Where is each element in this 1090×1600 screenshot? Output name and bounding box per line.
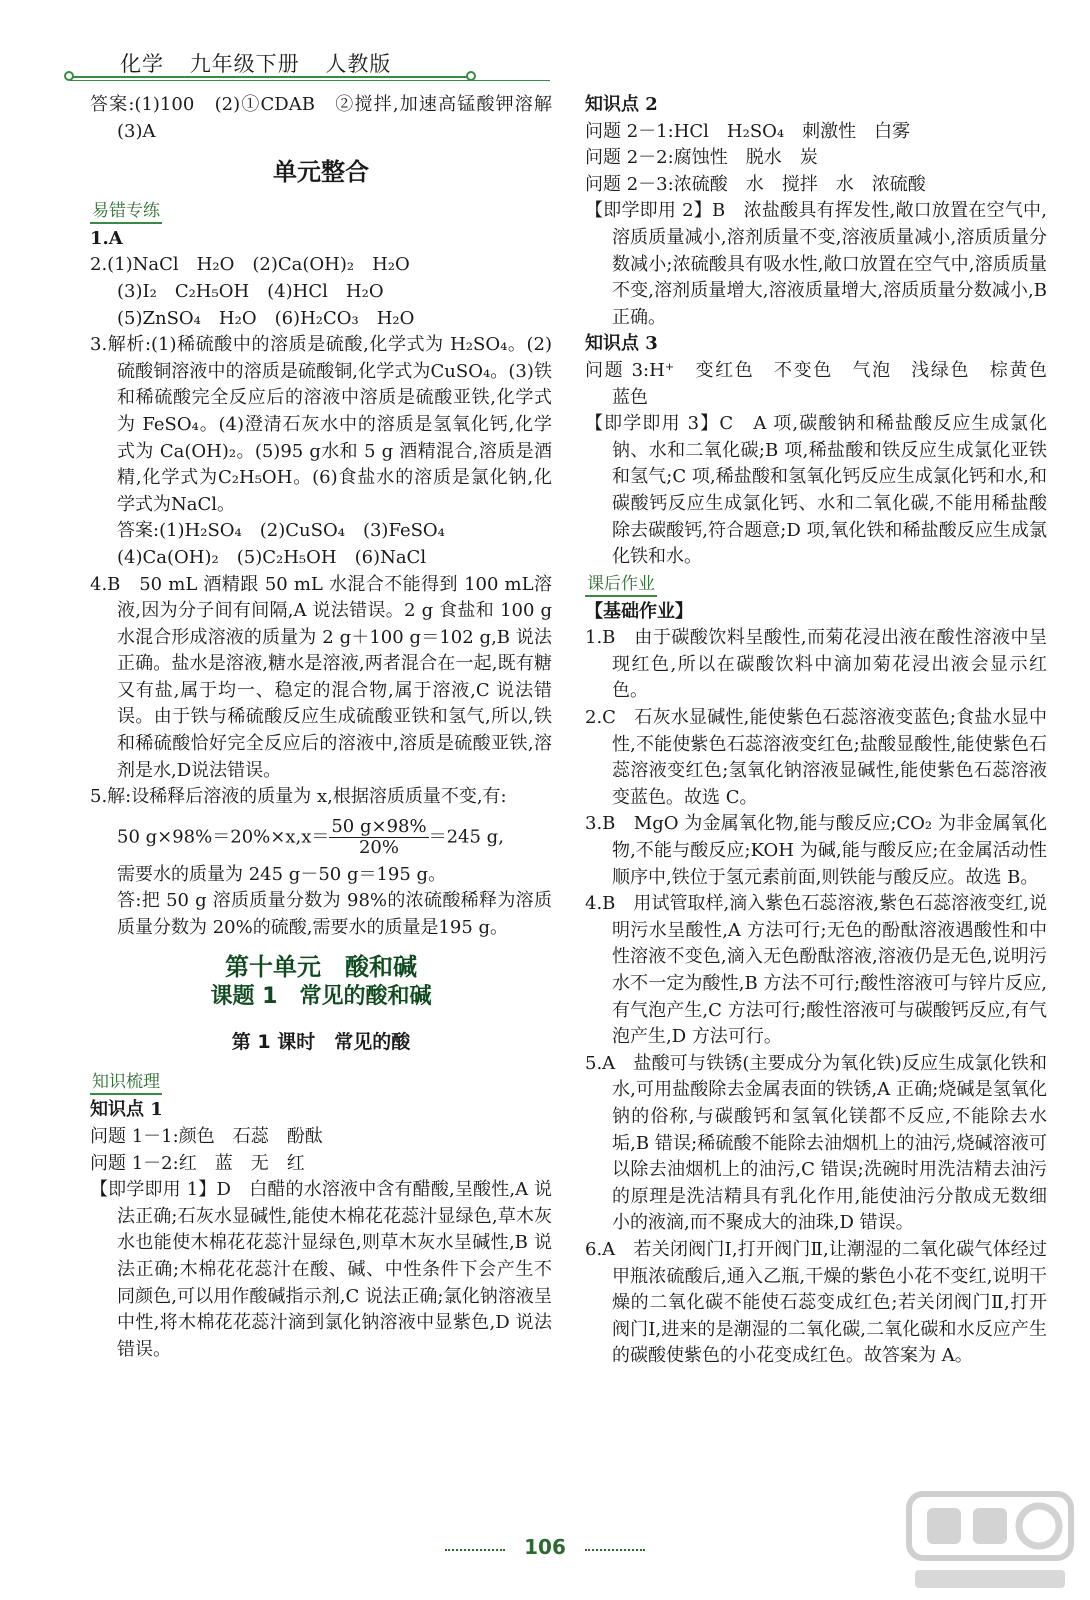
homework-item: 2.C 石灰水显碱性,能使紫色石蕊溶液变蓝色;食盐水显中性,不能使紫色石蕊溶液变红色;盐酸显酸性,能使紫色石蕊溶液变红色;氢氧化钠溶液显碱性,能使紫色石蕊溶液变蓝色。故选 C。 [585, 707, 1047, 808]
header-rule [70, 76, 470, 78]
practice-paragraph: 【即学即用 1】D 白醋的水溶液中含有醋酸,呈酸性,A 说法正确;石灰水显碱性,能使木棉花花蕊汁显绿色,草木灰水也能使木棉花花蕊汁显绿色,则草木灰水呈碱性,B 说法正确;木棉花花蕊汁在酸、碱、中性条件下会产生不同颜色,可以用作酸碱指示剂,C 说法正确;氯化钠溶液呈中性,将木棉花花蕊汁滴到氯化钠溶液中显紫色,D 说法错误。 [90, 1179, 552, 1360]
running-header [120, 48, 391, 78]
unit-title: 第十单元 酸和碱 [225, 952, 417, 981]
left-column [90, 92, 570, 1363]
knowledge-point: 知识点 2 [585, 94, 658, 115]
answer-item: 2.(1)NaCl H₂O (2)Ca(OH)₂ H₂O [90, 254, 410, 276]
knowledge-point: 知识点 1 [90, 1099, 163, 1121]
section-title: 单元整合 [273, 158, 369, 187]
header-edition: 人教版 [325, 52, 392, 76]
solution-paragraph: 5.解:设稀释后溶液的质量为 x,根据溶质质量不变,有: [90, 786, 507, 808]
question-line: 问题 2－3:浓硫酸 水 搅拌 水 浓硫酸 [585, 173, 926, 195]
solution-answer: 答:把 50 g 溶质质量分数为 98%的浓硫酸稀释为溶质质量分数为 20%的硫酸,需要水的质量是195 g。 [117, 890, 552, 939]
header-circle-icon [64, 71, 74, 81]
answer-item: 1.A [90, 227, 123, 249]
practice-paragraph: 【即学即用 3】C A 项,碳酸钠和稀盐酸反应生成氯化钠、水和二氧化碳;B 项,稀盐酸和铁反应生成氯化亚铁和氢气;C 项,稀盐酸和氢氧化钙反应生成氯化钙和水,和碳酸钙反应生成氯化钙、水和二氧化碳,不能用稀盐酸除去碳酸钙,符合题意;D 项,氧化铁和稀盐酸反应生成氯化铁和水。 [585, 413, 1047, 568]
fraction-numerator: 50 g×98% [331, 815, 427, 837]
equation-right: ＝245 g, [428, 826, 504, 848]
answer-paragraph: 答案:(1)100 (2)①CDAB ②搅拌,加速高锰酸钾溶解 (3)A [90, 94, 570, 142]
answer-item: (4)Ca(OH)₂ (5)C₂H₅OH (6)NaCl [117, 546, 427, 568]
answer-item: (5)ZnSO₄ H₂O (6)H₂CO₃ H₂O [117, 307, 415, 329]
page-number: 106 [524, 1535, 566, 1559]
question-line: 问题 1－1:颜色 石蕊 酚酞 [90, 1126, 323, 1147]
question-line: 问题 1－2:红 蓝 无 红 [90, 1152, 305, 1174]
subsection-label: 【基础作业】 [585, 600, 693, 622]
solution-line: 需要水的质量为 245 g－50 g＝195 g。 [117, 863, 447, 885]
answer-item: (3)I₂ C₂H₅OH (4)HCl H₂O [117, 280, 384, 302]
homework-item: 3.B MgO 为金属氧化物,能与酸反应;CO₂ 为非金属氧化物,不能与酸反应;KOH 为碱,能与酸反应;在金属活动性顺序中,铁位于氢元素前面,则铁能与酸反应。故选 B。 [585, 813, 1047, 888]
homework-item: 5.A 盐酸可与铁锈(主要成分为氧化铁)反应生成氯化铁和水,可用盐酸除去金属表面的铁锈,A 正确;烧碱是氢氧化钠的俗称,与碳酸钙和氢氧化镁都不反应,不能除去水垢,B 错误;稀硫酸不能除去油烟机上的油污,烧碱溶液可以除去油烟机上的油污,C 错误;洗碗时用洗洁精去油污的原理是洗洁精具有乳化作用,能使油污分散成无数细小的液滴,而不聚成大的油珠,D 错误。 [585, 1052, 1047, 1234]
header-rule-thin [70, 80, 550, 81]
explanation-paragraph: 4.B 50 mL 酒精跟 50 mL 水混合不能得到 100 mL溶液,因为分子间有间隔,A 说法错误。2 g 食盐和 100 g 水混合形成溶液的质量为 2 g＋100 g＝102 g,B 说法正确。盐水是溶液,糖水是溶液,两者混合在一起,既有糖又有盐,属于均一、稳定的混合物,属于溶液,C 说法错误。由于铁与稀硫酸反应生成硫酸亚铁和氢气,所以,铁和稀硫酸恰好完全反应后的溶液中,溶质是硫酸亚铁,溶剂是水,D说法错误。 [90, 573, 552, 781]
fraction [329, 817, 428, 858]
watermark-logo-icon [905, 1490, 1075, 1595]
header-subject: 化学 [120, 52, 164, 76]
footer-dots-left [445, 1549, 505, 1551]
period-title: 第 1 课时 常见的酸 [231, 1030, 411, 1053]
equation [90, 817, 552, 858]
section-tag: 易错专练 [90, 200, 162, 224]
homework-item: 4.B 用试管取样,滴入紫色石蕊溶液,紫色石蕊溶液变红,说明污水呈酸性,A 方法可行;无色的酚酞溶液遇酸性和中性溶液不变色,滴入无色酚酞溶液,溶液仍是无色,说明污水不一定为酸性,B 方法不可行;酸性溶液可与锌片反应,有气泡产生,C 方法可行;酸性溶液可与碳酸钙反应,有气泡产生,D 方法可行。 [585, 893, 1047, 1048]
homework-item: 1.B 由于碳酸饮料呈酸性,而菊花浸出液在酸性溶液中呈现红色,所以在碳酸饮料中滴加菊花浸出液会显示红色。 [585, 627, 1047, 702]
practice-paragraph: 【即学即用 2】B 浓盐酸具有挥发性,敞口放置在空气中,溶质质量减小,溶剂质量不变,溶液质量减小,溶质质量分数减小;浓硫酸具有吸水性,敞口放置在空气中,溶质质量不变,溶剂质量增大,溶液质量增大,溶质质量分数减小,B 正确。 [585, 200, 1047, 328]
header-circle-icon [466, 71, 476, 81]
question-line: 问题 2－1:HCl H₂SO₄ 刺激性 白雾 [585, 120, 911, 142]
question-line: 问题 2－2:腐蚀性 脱水 炭 [585, 147, 818, 169]
fraction-denominator: 20% [358, 836, 399, 858]
knowledge-point: 知识点 3 [585, 333, 658, 355]
explanation-paragraph: 3.解析:(1)稀硫酸中的溶质是硫酸,化学式为 H₂SO₄。(2)硫酸铜溶液中的溶质是硫酸铜,化学式为CuSO₄。(3)铁和稀硫酸完全反应后的溶液中溶质是硫酸亚铁,化学式为 FeSO₄。(4)澄清石灰水中的溶质是氢氧化钙,化学式为 Ca(OH)₂。(5)95 g水和 5 g 酒精混合,溶质是酒精,化学式为C₂H₅OH。(6)食盐水的溶质是氯化钠,化学式为NaCl。 [90, 334, 552, 515]
homework-item: 6.A 若关闭阀门Ⅰ,打开阀门Ⅱ,让潮湿的二氧化碳气体经过甲瓶浓硫酸后,通入乙瓶,干燥的紫色小花不变红,说明干燥的二氧化碳不能使石蕊变成红色;若关闭阀门Ⅱ,打开阀门Ⅰ,进来的是潮湿的二氧化碳,二氧化碳和水反应产生的碳酸使紫色的小花变成红色。故答案为 A。 [585, 1238, 1047, 1367]
page-footer [475, 1535, 615, 1565]
answer-item: 答案:(1)H₂SO₄ (2)CuSO₄ (3)FeSO₄ [117, 520, 445, 542]
question-line: 问题 3:H⁺ 变红色 不变色 气泡 浅绿色 棕黄色 蓝色 [585, 359, 1065, 408]
section-tag: 课后作业 [585, 573, 657, 597]
lesson-title: 课题 1 常见的酸和碱 [210, 984, 432, 1010]
footer-dots-right [585, 1549, 645, 1551]
header-grade: 九年级下册 [189, 52, 300, 76]
section-tag: 知识梳理 [90, 1071, 162, 1095]
right-column [585, 92, 1065, 1370]
equation-left: 50 g×98%＝20%×x,x＝ [117, 826, 330, 848]
